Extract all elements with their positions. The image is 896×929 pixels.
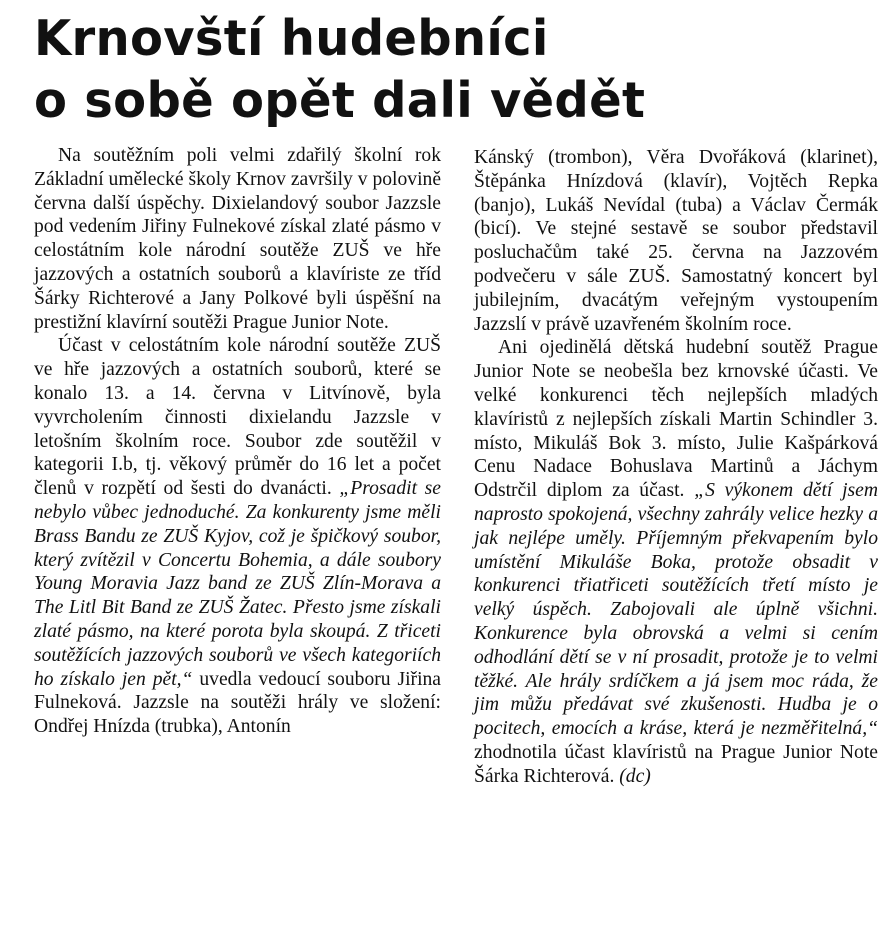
headline-line-1: Krnovští hudebníci — [34, 10, 549, 67]
paragraph-jazzsle-text: Účast v celostátním kole národní soutěže ZUŠ ve hře jazzových a ostatních souborů, které se konalo 13. a 14. června v Litvínově, byla vyvrcholením činnosti dixielandu Jazzsle v letošním školním roce. Soubor zde soutěžil v kategorii I.b, tj. věkový průměr do 16 let a počet členů v rozpětí od šesti do dvanácti. — [34, 335, 441, 500]
quote-richterova: „S výkonem dětí jsem naprosto spokojená, všechny zahrály velice hezky a jak nejlépe uměly. Příjemným překvapením bylo umístění Mikuláše Boka, protože obsadit v konkurenci třiatřiceti soutěžících třetí místo je velký úspěch. Zabojovali ale úplně všichni. Konkurence byla obrovská a velmi si cením odhodlání dětí se v ní prosadit, protože je to velmi těžké. Ale hrály srdíčkem a já jsem moc ráda, že jim můžu předávat své zkušenosti. Hudba je o pocitech, emocích a kráse, která je nezměřitelná,“ — [474, 480, 878, 740]
paragraph-jazzsle-attribution: uvedla vedoucí souboru Jiřina Fulneková. Jazzsle na soutěži hrály ve složení: Ondřej Hnízda (trubka), Antonín — [34, 668, 442, 738]
paragraph-piano-attribution: zhodnotila účast klavíristů na Prague Junior Note Šárka Richterová. — [474, 741, 878, 787]
headline — [34, 8, 884, 132]
paragraph-lineup: Kánský (trombon), Věra Dvořáková (klarinet), Štěpánka Hnízdová (klavír), Vojtěch Repka (banjo), Lukáš Nevídal (tuba) a Václav Čermák (bicí). Ve stejné sestavě se soubor představil posluchačům také 25. června na Jazzovém podvečeru v sále ZUŠ. Samostatný koncert byl jubilejním, dvacátým veřejným vystoupením Jazzslí v právě uzavřeném školním roce. — [474, 147, 878, 335]
article-column-right — [474, 146, 878, 789]
author-signature: (dc) — [619, 765, 651, 787]
paragraph-piano-text: Ani ojedinělá dětská hudební soutěž Prague Junior Note se neobešla bez krnovské účasti. Ve velké konkurenci těch nejlepších mladých klavíristů z nejlepších získali Martin Schindler 3. místo, Mikuláš Bok 3. místo, Julie Kašpárková Cenu Nadace Bohuslava Martinů a Jáchym Odstrčil diplom za účast. — [474, 337, 878, 502]
headline-line-2: o sobě opět dali vědět — [34, 72, 646, 129]
paragraph-jazzsle — [34, 334, 441, 739]
quote-fulnekova: „Prosadit se nebylo vůbec jednoduché. Za konkurenty jsme měli Brass Bandu ze ZUŠ Kyjov, což je špičkový soubor, který zvítězil v Concertu Bohemia, a dále soubory Young Moravia Jazz band ze ZUŠ Zlín-Morava a The Litl Bit Band ze ZUŠ Žatec. Přesto jsme získali zlaté pásmo, na které porota byla skoupá. Z třiceti soutěžících jazzových souborů ve všech kategoriích ho získalo jen pět,“ — [34, 478, 441, 690]
paragraph-intro: Na soutěžním poli velmi zdařilý školní rok Základní umělecké školy Krnov završily v polovině června další úspěchy. Dixielandový soubor Jazzsle pod vedením Jiřiny Fulnekové získal zlaté pásmo v celostátním kole národní soutěže ZUŠ ve hře jazzových a ostatních souborů a klavíriste ze tříd Šárky Richterové a Jany Polkové byli úspěšní na prestižní klavírní soutěži Prague Junior Note. — [34, 145, 442, 333]
article-column-left — [34, 144, 441, 739]
paragraph-piano — [474, 336, 878, 788]
